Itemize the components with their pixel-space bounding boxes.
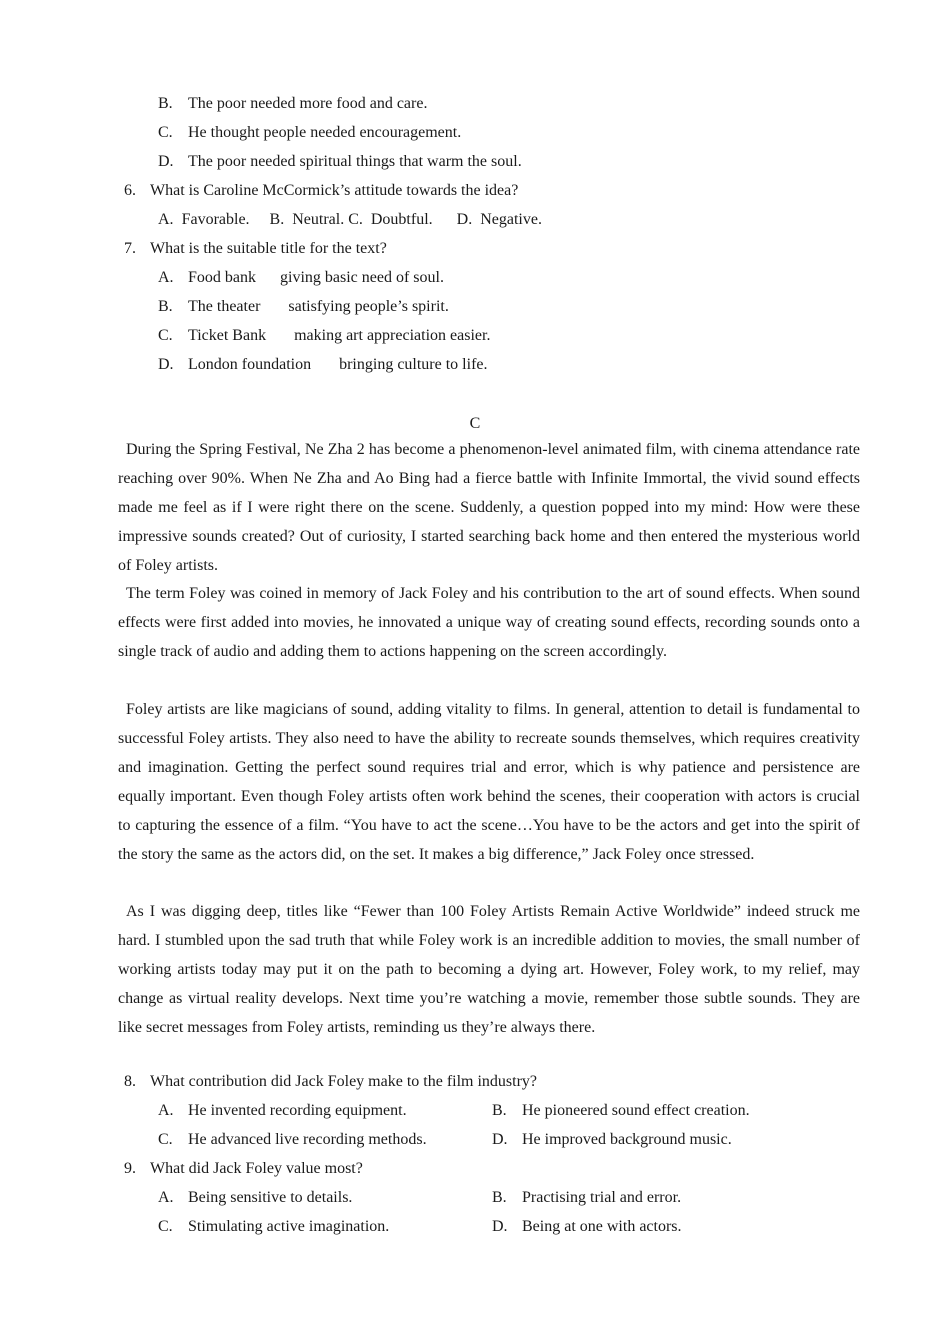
option-b: B. Neutral. [269, 211, 345, 228]
question-8-option-d: D. He improved background music. [492, 1131, 732, 1148]
question-text: What is Caroline McCormick’s attitude towards the idea? [150, 182, 519, 199]
option-letter: C. [158, 124, 173, 141]
question-6 [124, 181, 518, 201]
question-8 [124, 1072, 537, 1092]
option-c: C. Doubtful. [348, 211, 433, 228]
passage-paragraph-4: As I was digging deep, titles like “Fewer than 100 Foley Artists Remain Active Worldwide” indeed struck me hard. I stumbled upon the sad truth that while Foley work is an incredible addition to movies, the small number of working artists today may put it on the path to becoming a dying art. However, Foley work, to my relief, may change as virtual reality develops. Next time you’re watching a movie, remember those subtle sounds. They are like secret messages from Foley artists, reminding us they’re always there. [118, 903, 860, 1036]
question-number: 7. [124, 240, 136, 257]
option-d-prev [158, 152, 522, 172]
question-9-option-d: D. Being at one with actors. [492, 1218, 682, 1235]
question-9-option-b: B. Practising trial and error. [492, 1189, 682, 1206]
question-text: What did Jack Foley value most? [150, 1160, 363, 1177]
option-text: The poor needed spiritual things that warm the soul. [188, 153, 522, 170]
question-text: What contribution did Jack Foley make to the film industry? [150, 1073, 538, 1090]
option-text: The poor needed more food and care. [188, 95, 428, 112]
question-7 [124, 239, 387, 259]
question-9 [124, 1159, 363, 1179]
option-d: D. Negative. [456, 211, 542, 228]
question-7-option-b: B. The theater satisfying people’s spirit. [158, 298, 449, 315]
question-7-option-c: C. Ticket Bank making art appreciation easier. [158, 327, 491, 344]
question-7-option-d: D. London foundation bringing culture to life. [158, 356, 488, 373]
option-c-prev [158, 123, 461, 143]
question-7-option-a: A. Food bank giving basic need of soul. [158, 269, 444, 286]
question-number: 6. [124, 182, 136, 199]
question-number: 8. [124, 1073, 136, 1090]
question-8-option-a: A. He invented recording equipment. [158, 1102, 407, 1119]
question-8-option-b: B. He pioneered sound effect creation. [492, 1102, 750, 1119]
passage-paragraph-3: Foley artists are like magicians of sound, adding vitality to films. In general, attention to detail is fundamental to successful Foley artists. They also need to have the ability to recreate sounds themselves, which requires creativity and imagination. Getting the perfect sound requires trial and error, which is why patience and persistence are equally important. Even though Foley artists often work behind the scenes, their cooperation with actors is crucial to capturing the essence of a film. “You have to act the scene…You have to be the actors and get into the spirit of the story the same as the actors did, on the set. It makes a big difference,” Jack Foley once stressed. [118, 701, 860, 863]
option-b-prev [158, 94, 427, 114]
question-text: What is the suitable title for the text? [150, 240, 387, 257]
option-a: A. Favorable. [158, 211, 250, 228]
option-letter: D. [158, 153, 174, 170]
question-9-option-c: C. Stimulating active imagination. [158, 1218, 390, 1235]
passage-paragraph-1: During the Spring Festival, Ne Zha 2 has become a phenomenon-level animated film, with cinema attendance rate reaching over 90%. When Ne Zha and Ao Bing had a fierce battle with Infinite Immortal, the vivid sound effects made me feel as if I were right there on the scene. Suddenly, a question popped into my mind: How were these impressive sounds created? Out of curiosity, I started searching back home and then entered the mysterious world of Foley artists. [118, 441, 860, 574]
passage-paragraph-2: The term Foley was coined in memory of Jack Foley and his contribution to the art of sound effects. When sound effects were first added into movies, he innovated a unique way of creating sound effects, recording sounds onto a single track of audio and adding them to actions happening on the screen accordingly. [118, 585, 860, 660]
option-text: He thought people needed encouragement. [188, 124, 462, 141]
question-6-options [158, 210, 542, 230]
question-number: 9. [124, 1160, 136, 1177]
option-letter: B. [158, 95, 173, 112]
question-8-option-c: C. He advanced live recording methods. [158, 1131, 427, 1148]
question-9-option-a: A. Being sensitive to details. [158, 1189, 353, 1206]
section-heading: C [469, 415, 481, 432]
